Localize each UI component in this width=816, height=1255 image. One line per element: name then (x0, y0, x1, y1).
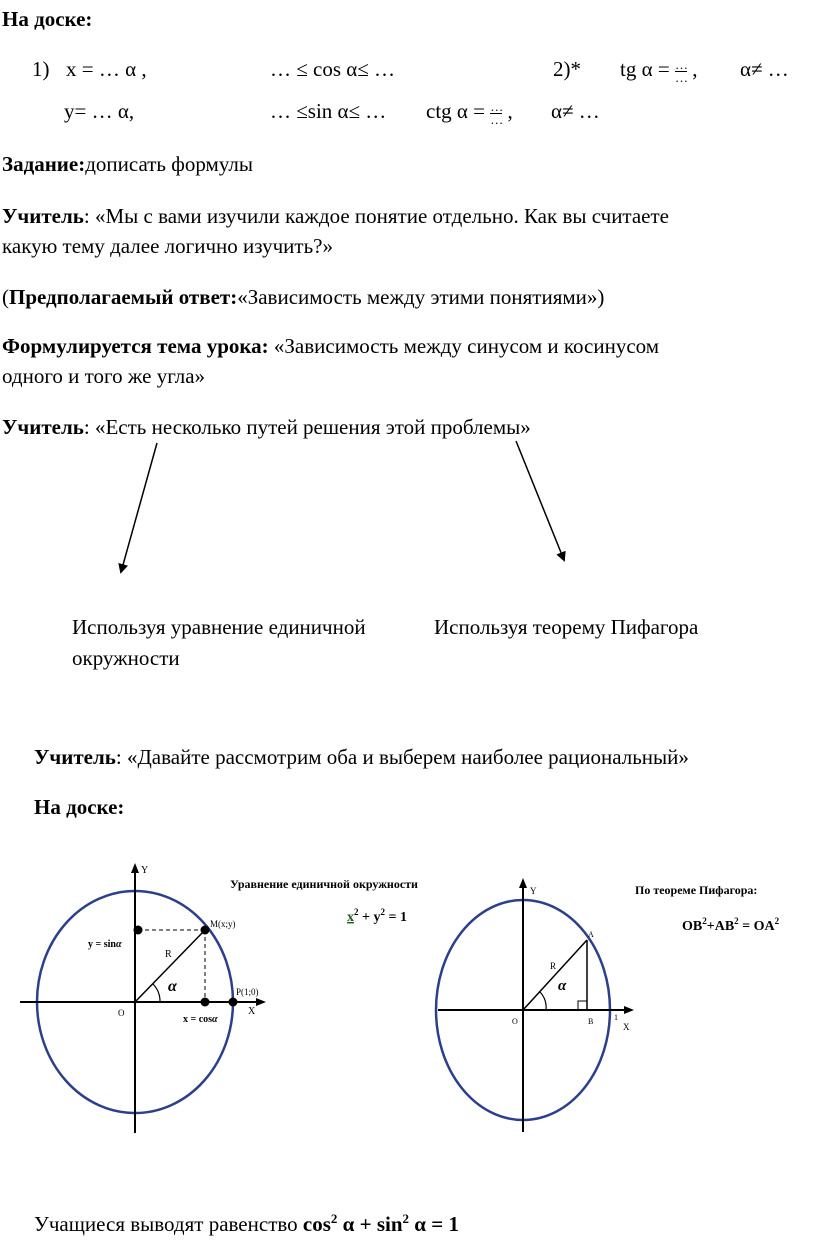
tg-equation: tg α = (620, 57, 670, 81)
tg-condition: α≠ … (740, 57, 789, 81)
task-text: дописать формулы (85, 152, 253, 176)
eq-y-exp: 2 (380, 907, 385, 917)
pythagoras-radius-label: R (550, 961, 557, 971)
path-left-line-2: окружности (72, 646, 180, 670)
formula-oa-sup: 2 (774, 916, 780, 926)
point-p (229, 998, 238, 1007)
tg-comma: , (692, 57, 698, 81)
y-point (134, 926, 143, 935)
angle-label: α (168, 978, 177, 995)
teacher-2-text: : «Есть несколько путей решения этой проблемы» (83, 415, 531, 439)
board-header-top: На доске: (2, 7, 93, 31)
formula-ab-sup: 2 (734, 916, 739, 926)
point-m (201, 926, 210, 935)
y-sin-alpha: α (115, 939, 122, 950)
right-angle-mark (578, 1001, 587, 1010)
conclusion-line (34, 1206, 459, 1237)
ctg-comma: , (507, 99, 513, 123)
expected-answer-open: ( (2, 285, 9, 309)
conclusion-end: α = 1 (409, 1212, 459, 1236)
sin-range: … ≤sin α≤ … (270, 99, 387, 123)
conclusion-sup-1: 2 (330, 1211, 338, 1226)
path-right: Используя теорему Пифагора (434, 615, 699, 639)
pythagoras-origin-label: O (512, 1017, 518, 1026)
teacher-2-label: Учитель (2, 415, 84, 439)
y-axis-arrowhead (131, 863, 139, 873)
expected-answer-label: Предполагаемый ответ: (9, 285, 238, 309)
x-axis-label: X (248, 1006, 256, 1017)
x-axis-arrowhead (256, 998, 266, 1006)
teacher-3-line (34, 744, 689, 770)
radius-label: R (165, 949, 172, 960)
cos-range: … ≤ cos α≤ … (270, 57, 396, 81)
x-cos-text: x = cos (183, 1014, 213, 1025)
unit-circle-title: Уравнение единичной окружности (230, 877, 418, 891)
one-label: 1 (614, 1013, 618, 1022)
origin-label: O (118, 1008, 125, 1018)
tg-numerator: … (674, 56, 688, 72)
y-axis-label: Y (141, 865, 149, 876)
point-a-label: A (588, 930, 594, 939)
conclusion-formula (303, 1212, 459, 1236)
teacher-1-line-2: какую тему далее логично изучить?» (2, 234, 333, 258)
eq-x-exp: 2 (354, 907, 359, 917)
teacher-1-label: Учитель (2, 204, 84, 228)
unit-circle-equation (347, 907, 407, 925)
ctg-numerator: … (490, 98, 504, 114)
ctg-denominator: … (490, 111, 504, 127)
pythagoras-diagram (430, 870, 816, 1140)
ctg-condition: α≠ … (551, 99, 600, 123)
path-left-line-1: Используя уравнение единичной (72, 615, 366, 639)
right-arrow (516, 441, 564, 560)
expected-answer-text: «Зависимость между этими понятиями») (237, 285, 605, 309)
pythagoras-title: По теореме Пифагора: (635, 883, 758, 897)
conclusion-text: Учащиеся выводят равенство (34, 1212, 303, 1236)
y-equals-sin-label (88, 939, 122, 950)
x-cos-alpha: α (212, 1014, 218, 1025)
pythagoras-x-arrowhead (624, 1006, 634, 1014)
x-equals-cos-label (183, 1014, 218, 1025)
formula-ab: +AB (706, 919, 735, 934)
board-header-bottom: На доске: (34, 795, 125, 819)
angle-arc (153, 984, 160, 1002)
left-arrow (121, 443, 157, 572)
point-p-label: P(1;0) (236, 987, 259, 997)
conclusion-mid: α + sin (337, 1212, 403, 1236)
lesson-topic-label: Формулируется тема урока: (2, 334, 269, 358)
task-label: Задание: (2, 152, 86, 176)
eq-plus-y: + y (358, 910, 381, 925)
teacher-3-label: Учитель (34, 745, 116, 769)
tg-denominator: … (674, 69, 688, 85)
formula-ob: OB (682, 919, 703, 934)
pythagoras-angle-label: α (558, 978, 567, 994)
ctg-equation: ctg α = (426, 99, 486, 123)
eq-end: = 1 (384, 910, 407, 925)
point-b-label: B (588, 1017, 594, 1026)
x-equation: x = … α , (66, 57, 147, 81)
lesson-topic-text: «Зависимость между синусом и косинусом (268, 334, 660, 358)
formula-oa: = OA (738, 919, 775, 934)
item-1-number: 1) (32, 57, 50, 81)
conclusion-cos: cos (302, 1212, 331, 1236)
hypotenuse-oa (523, 940, 587, 1010)
x-point (201, 998, 210, 1007)
pythagoras-y-label: Y (530, 886, 537, 896)
teacher-1-text: : «Мы с вами изучили каждое понятие отдельно. Как вы считаете (83, 204, 669, 228)
pythagoras-y-arrowhead (519, 878, 527, 888)
eq-x: x (347, 910, 354, 925)
pythagoras-formula (682, 916, 780, 934)
teacher-3-text: : «Давайте рассмотрим оба и выберем наиболее рациональный» (115, 745, 689, 769)
unit-circle-diagram (0, 855, 440, 1145)
conclusion-sup-2: 2 (402, 1211, 410, 1226)
pythagoras-angle-arc (540, 992, 546, 1010)
pythagoras-x-label: X (623, 1022, 630, 1032)
item-2-number: 2)* (553, 57, 581, 81)
y-sin-text: y = sin (88, 939, 116, 950)
lesson-topic-line-2: одного и того же угла» (2, 364, 206, 388)
formula-ob-sup: 2 (702, 916, 707, 926)
point-m-label: M(x;y) (210, 919, 236, 929)
y-equation: y= … α, (64, 99, 135, 123)
